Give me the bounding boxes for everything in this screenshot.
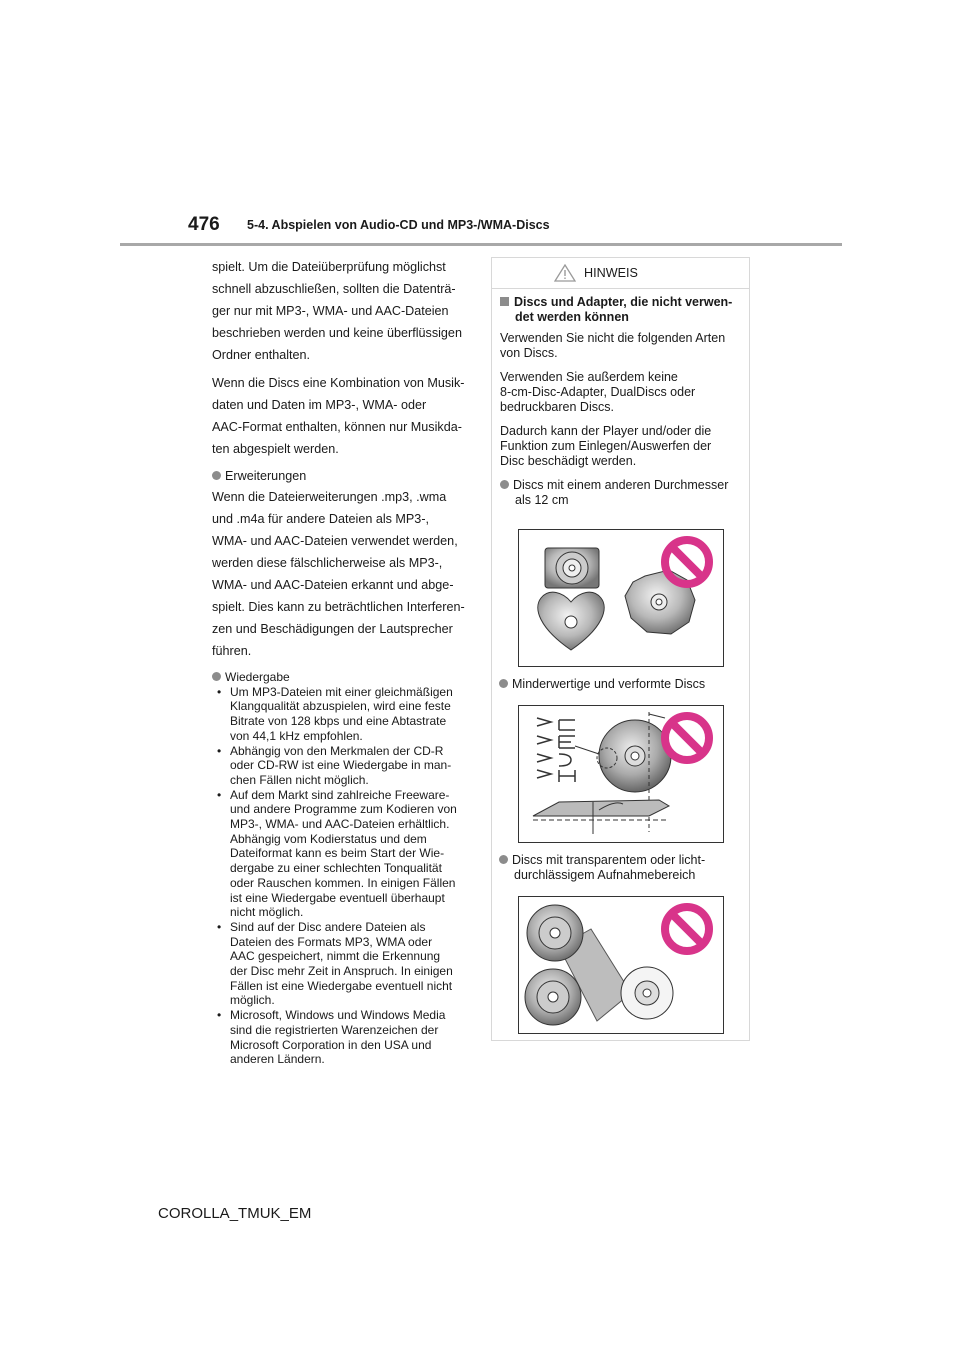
playback-heading: Wiedergabe [212,670,474,685]
figure-transparent-discs [518,896,724,1034]
prohibited-icon [665,540,709,584]
label-sticker-icon [537,718,575,782]
bullet-dot-icon [212,471,221,480]
heart-disc-icon [538,592,604,650]
list-item: • Sind auf der Disc andere Dateien als Dateien des Formats MP3, WMA oder AAC gespeichert, nimmt die Erkennung der Disc mehr Zeit in Anspruch. In einigen Fällen ist eine Wiedergabe eventuell nicht möglich. [212,920,474,1008]
bullet-dot-icon [500,480,509,489]
notice-body [492,289,749,508]
header-rule [120,243,842,246]
warning-icon [554,264,576,282]
figure-odd-shaped-discs [518,529,724,667]
prohibited-icon [665,716,709,760]
bullet-diameter: Discs mit einem anderen Durchmesser als 12 cm [500,478,741,508]
notice-paragraph: Dadurch kann der Player und/oder die Funktion zum Einlegen/Auswerfen der Disc beschädigt werden. [500,424,712,468]
left-column [212,256,474,1067]
music-data-paragraph: Wenn die Discs eine Kombination von Musik- daten und Daten im MP3-, WMA- oder AAC-Format enthalten, können nur Musikda- ten abgespielt werden. [212,376,465,456]
bullet-dot-icon [499,679,508,688]
page-number: 476 [188,214,220,235]
list-item: • Abhängig von den Merkmalen der CD-R oder CD-RW ist eine Wiedergabe in man- chen Fällen nicht möglich. [212,744,474,788]
octagon-disc-icon [625,570,695,634]
section-title: 5-4. Abspielen von Audio-CD und MP3-/WMA-Discs [247,218,550,232]
list-item: • Microsoft, Windows und Windows Media sind die registrierten Warenzeichen der Microsoft Corporation in den USA und anderen Ländern. [212,1008,474,1067]
bullet-transparent: Discs mit transparentem oder licht- durchlässigem Aufnahmebereich [499,853,705,883]
extensions-paragraph: Wenn die Dateierweiterungen .mp3, .wma und .m4a für andere Dateien als MP3-, WMA- und AAC-Dateien verwendet werden, werden diese fälschlicherweise als MP3-, WMA- und AAC-Dateien erkannt und abge- spielt. Dies kann zu beträchtlichen Interferen- zen und Beschädigungen der Lautsprecher führen. [212,490,465,658]
prohibited-icon [665,907,709,951]
notice-header [492,258,749,289]
notice-label: HINWEIS [584,266,638,280]
transparent-disc-icon [621,967,673,1019]
bullet-dot-icon [212,672,221,681]
notice-title: Discs und Adapter, die nicht verwen- det werden können [500,295,741,325]
disc-icon [527,905,583,961]
list-item: • Auf dem Markt sind zahlreiche Freeware- und andere Programme zum Kodieren von MP3-, WMA- und AAC-Dateien erhältlich. Abhängig vom Kodierstatus und dem Dateiformat kann es beim Start der Wie- dergabe zu einer schlechten Tonqualität oder Rauschen kommen. In einigen Fällen ist eine Wiedergabe eventuell überhaupt nicht möglich. [212,788,474,920]
notice-paragraph: Verwenden Sie nicht die folgenden Arten von Discs. [500,331,726,360]
playback-list [212,685,474,1067]
figure-deformed-discs [518,705,724,843]
document-code: COROLLA_TMUK_EM [158,1205,312,1222]
intro-paragraph: spielt. Um die Dateiüberprüfung möglichst schnell abzuschließen, sollten die Datenträ- ger nur mit MP3-, WMA- und AAC-Dateien beschrieben werden und keine überflüssigen Ordner enthalten. [212,260,462,362]
notice-paragraph: Verwenden Sie außerdem keine 8-cm-Disc-Adapter, DualDiscs oder bedruckbaren Discs. [500,370,696,414]
extensions-heading: Erweiterungen [212,466,474,486]
bullet-deformed: Minderwertige und verformte Discs [499,677,705,692]
square-bullet-icon [500,297,509,306]
disc-icon [525,969,581,1025]
square-disc-icon [545,548,599,588]
bullet-dot-icon [499,855,508,864]
list-item: • Um MP3-Dateien mit einer gleichmäßigen Klangqualität abzuspielen, wird eine feste Bitrate von 128 kbps und eine Abtastrate von 44,1 kHz empfohlen. [212,685,474,744]
